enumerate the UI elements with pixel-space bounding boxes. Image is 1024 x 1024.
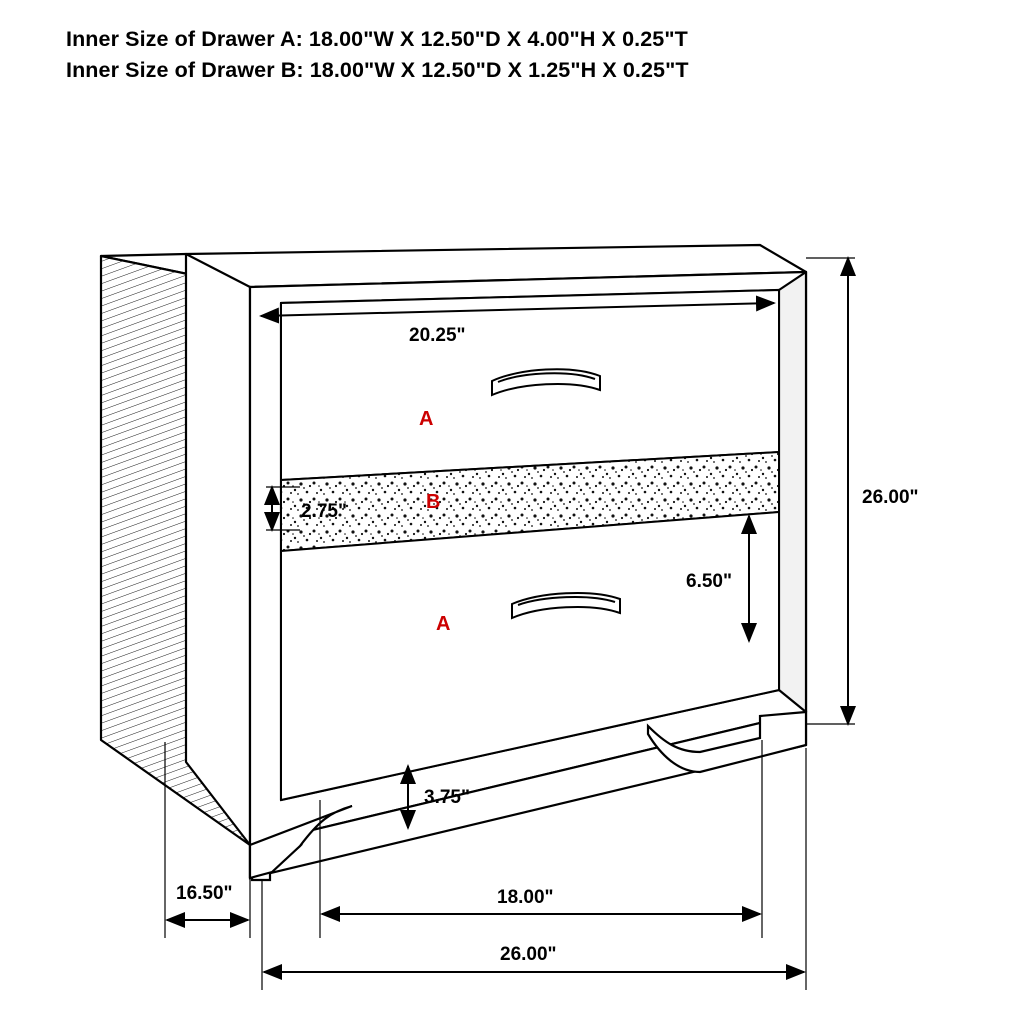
drawer-label-upper: A <box>419 408 434 430</box>
spec-line-drawer-a: Inner Size of Drawer A: 18.00"W X 12.50"D X 4.00"H X 0.25"T <box>66 27 688 51</box>
dimension-label-overall-width: 26.00" <box>500 944 557 965</box>
dimension-label-drawer-front-width: 20.25" <box>409 325 466 346</box>
dimension-label-lower-drawer-height: 6.50" <box>686 571 732 592</box>
spec-line-drawer-b: Inner Size of Drawer B: 18.00"W X 12.50"D X 1.25"H X 0.25"T <box>66 58 689 82</box>
dimension-label-overall-height: 26.00" <box>862 487 919 508</box>
drawer-label-middle: B <box>426 491 441 513</box>
dimension-label-side-depth: 16.50" <box>176 883 233 904</box>
drawer-label-lower: A <box>436 613 451 635</box>
dimension-label-leg-height: 3.75" <box>424 787 470 808</box>
dimension-label-accent-band-height: 2.75" <box>301 501 347 522</box>
dimension-label-inner-width: 18.00" <box>497 887 554 908</box>
drawer-upper <box>281 290 779 480</box>
